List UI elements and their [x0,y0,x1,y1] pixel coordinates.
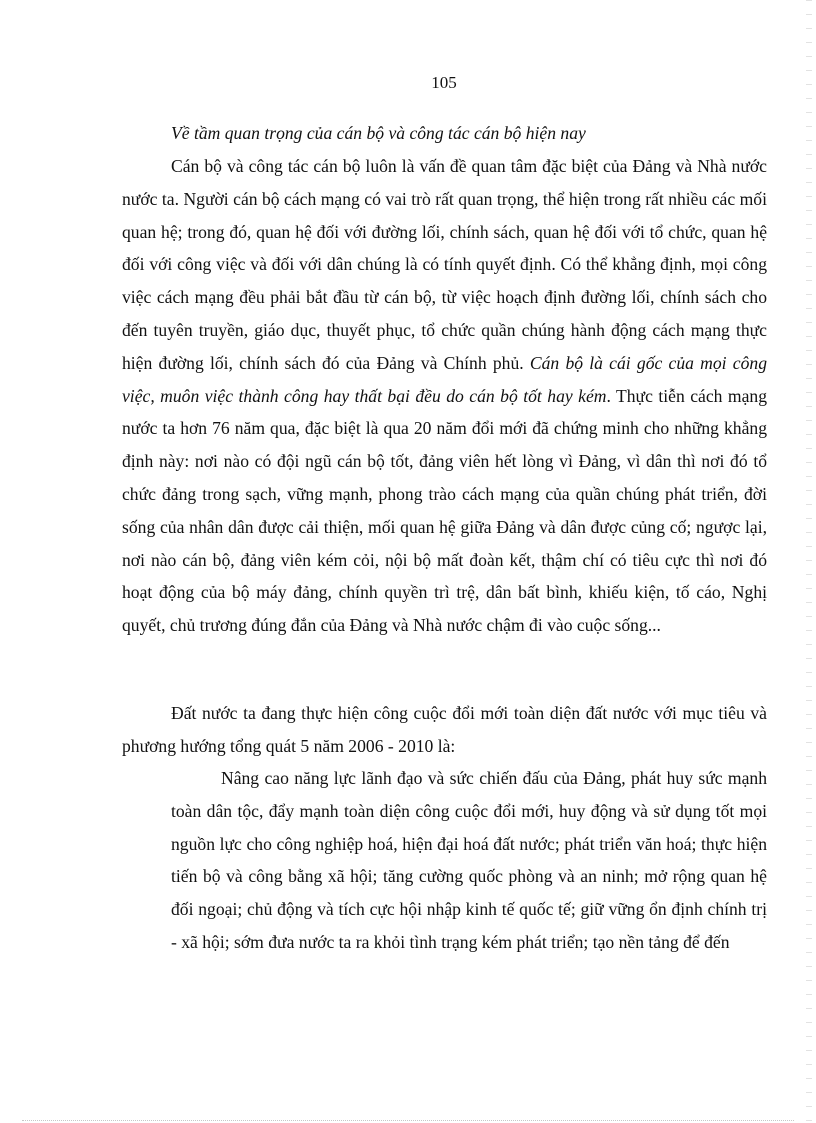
body-paragraph-2 [122,697,767,763]
paragraph-1-quote-italic: Cán bộ là cái gốc của mọi công việc, muôn việc thành công hay thất bại đều do cán bộ tốt hay kém [122,352,767,406]
page-edge-marks [806,0,812,1123]
paragraph-1-text [122,150,767,642]
page-bottom-rule [22,1120,794,1121]
paragraph-1-intro: Cán bộ và công tác cán bộ luôn là vấn đề quan tâm đặc biệt của Đảng và Nhà nước nước ta. Người cán bộ cách mạng có vai trò rất quan trọng, thể hiện trong rất nhiều các mối quan hệ; trong đó, quan hệ đối với đường lối, chính sách, quan hệ đối với tổ chức, quan hệ đối với công việc và đối với dân chúng là có tính quyết định. Có thể khẳng định, mọi công việc cách mạng đều phải bắt đầu từ cán bộ, từ việc hoạch định đường lối, chính sách cho đến tuyên truyền, giáo dục, thuyết phục, tổ chức quần chúng hành động cách mạng thực hiện đường lối, chính sách đó của Đảng và Chính phủ. [122,156,767,373]
body-paragraph-1 [122,150,767,642]
block-quote-text: Nâng cao năng lực lãnh đạo và sức chiến đấu của Đảng, phát huy sức mạnh toàn dân tộc, đẩy mạnh toàn diện công cuộc đổi mới, huy động và sử dụng tốt mọi nguồn lực cho công nghiệp hoá, hiện đại hoá đất nước; phát triển văn hoá; thực hiện tiến bộ và công bằng xã hội; tăng cường quốc phòng và an ninh; mở rộng quan hệ đối ngoại; chủ động và tích cực hội nhập kinh tế quốc tế; giữ vững ổn định chính trị - xã hội; sớm đưa nước ta ra khỏi tình trạng kém phát triển; tạo nền tảng để đến [171,768,767,952]
section-heading: Về tầm quan trọng của cán bộ và công tác cán bộ hiện nay [171,123,586,143]
page-number: 105 [431,73,457,92]
paragraph-2-text: Đất nước ta đang thực hiện công cuộc đổi mới toàn diện đất nước với mục tiêu và phương hướng tổng quát 5 năm 2006 - 2010 là: [122,703,767,756]
block-quote [171,762,767,959]
paragraph-1-rest: . Thực tiễn cách mạng nước ta hơn 76 năm qua, đặc biệt là qua 20 năm đổi mới đã chứng minh cho những khẳng định này: nơi nào có đội ngũ cán bộ tốt, đảng viên hết lòng vì Đảng, vì dân thì nơi đó tổ chức đảng trong sạch, vững mạnh, phong trào cách mạng của quần chúng phát triển, đời sống của nhân dân được cải thiện, mối quan hệ giữa Đảng và dân được củng cố; ngược lại, nơi nào cán bộ, đảng viên kém cỏi, nội bộ mất đoàn kết, thậm chí có tiêu cực thì nơi đó hoạt động của bộ máy đảng, chính quyền trì trệ, dân bất bình, khiếu kiện, tố cáo, Nghị quyết, chủ trương đúng đắn của Đảng và Nhà nước chậm đi vào cuộc sống... [122,385,767,636]
